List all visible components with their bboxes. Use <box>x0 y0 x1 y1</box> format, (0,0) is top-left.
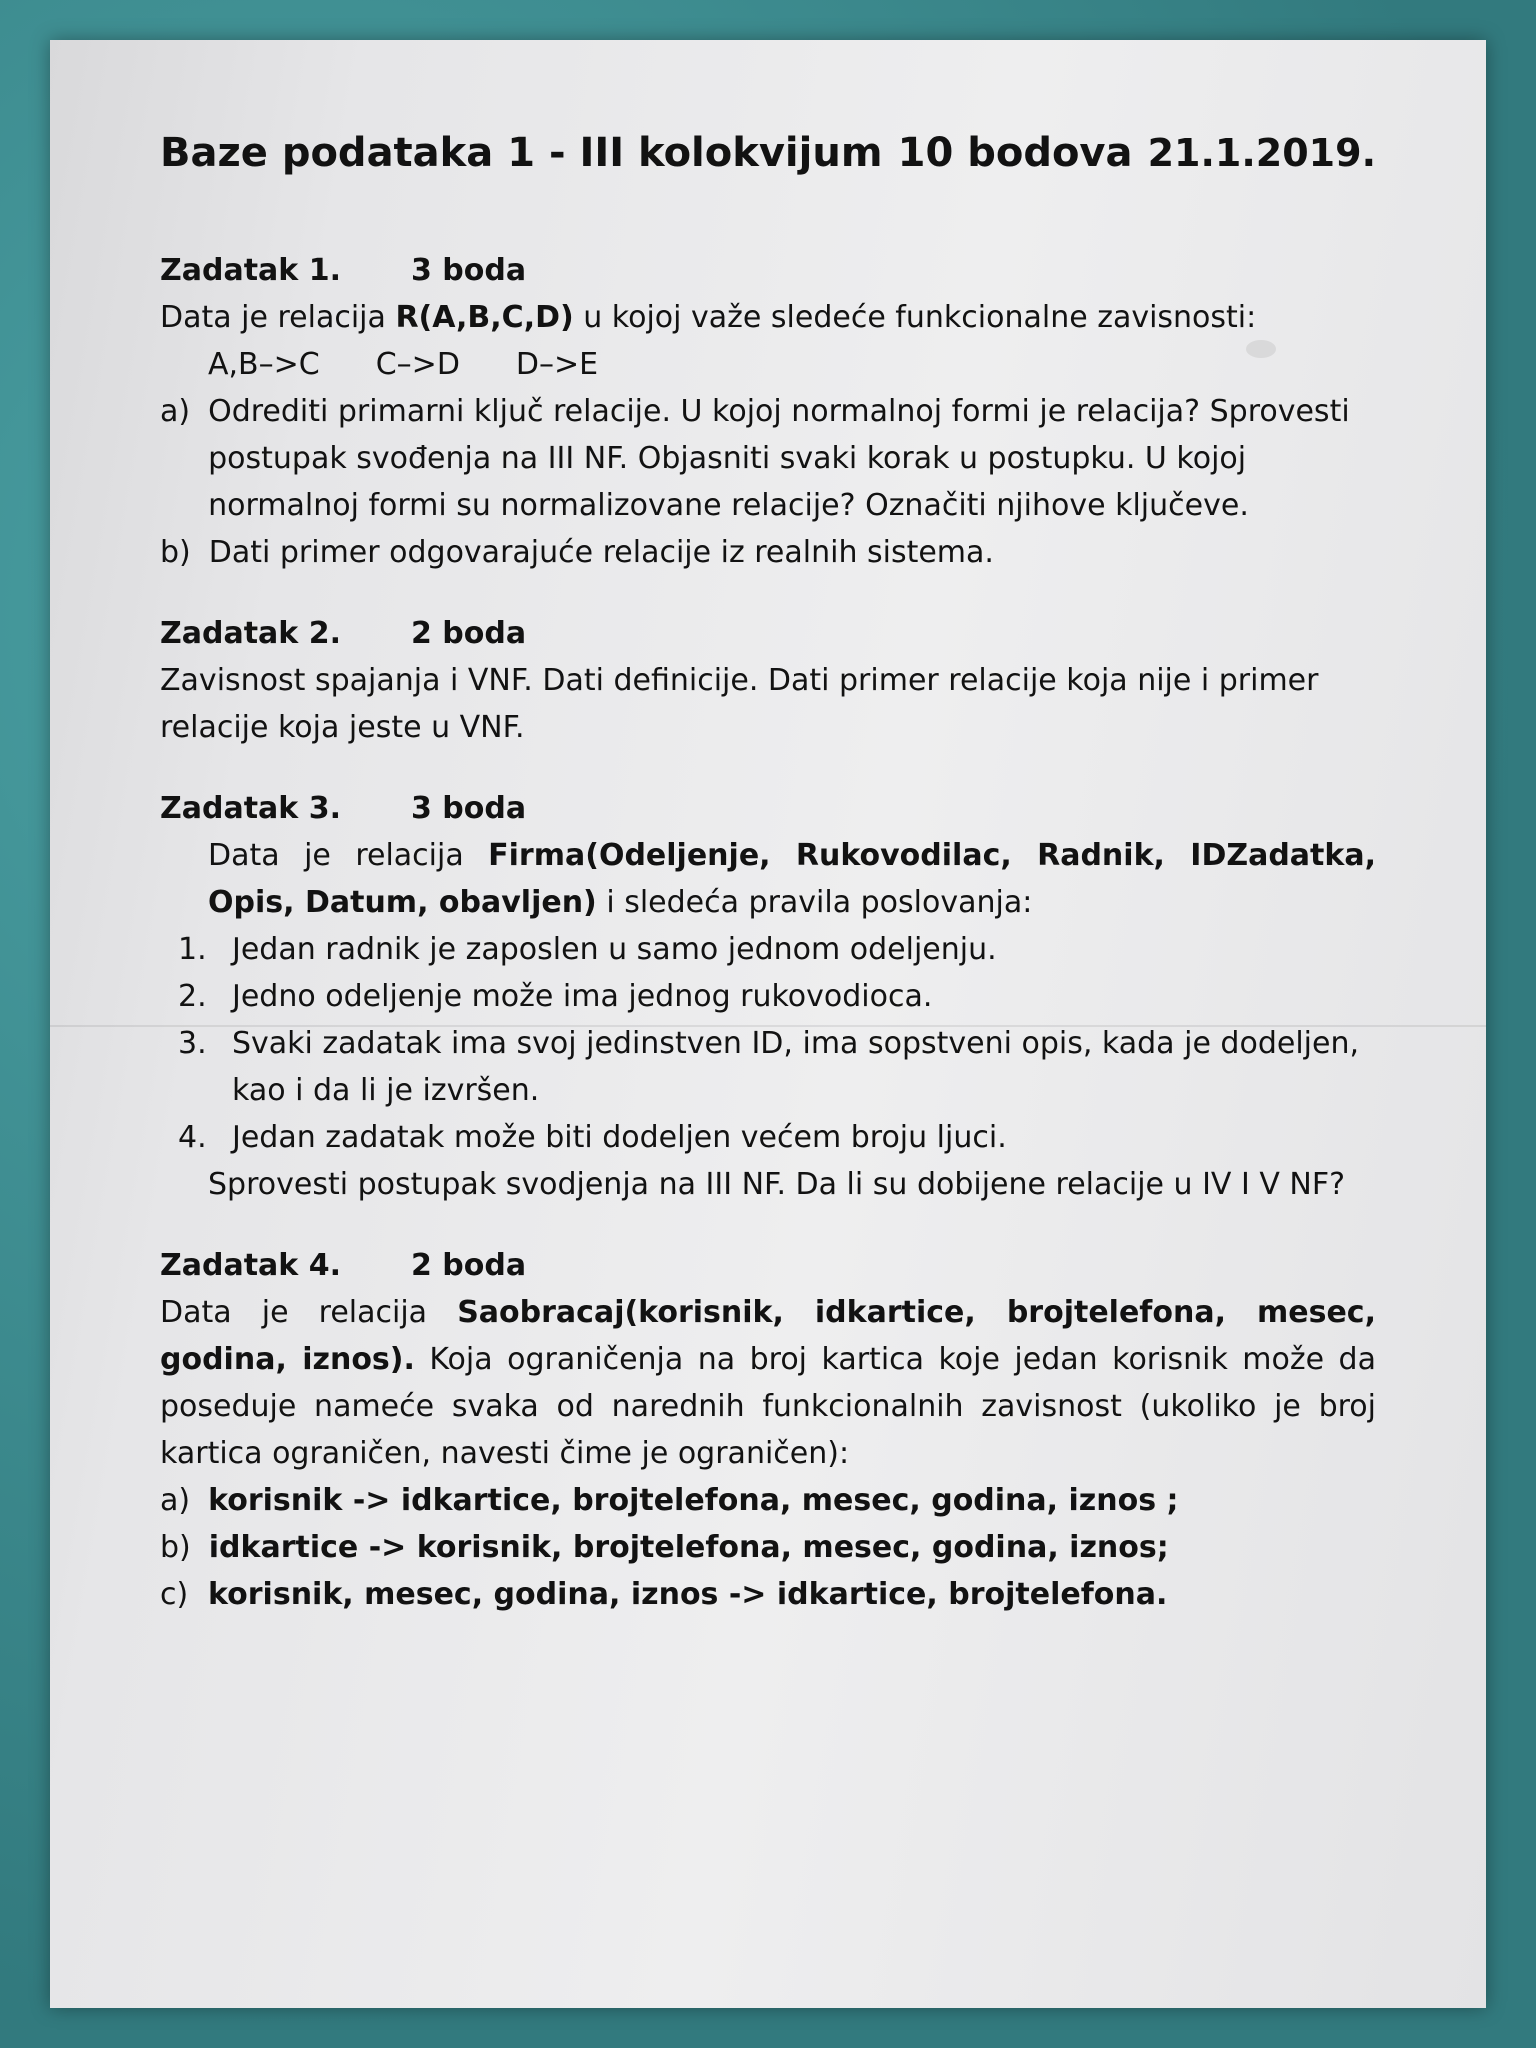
task-2 <box>160 610 1376 751</box>
task-1-part-b <box>160 529 1376 576</box>
task-3-intro-pre: Data je relacija <box>208 838 489 873</box>
task-1-part-b-marker: b) <box>160 535 191 570</box>
task-4-option-c-text: korisnik, mesec, godina, iznos -> idkartice, brojtelefona. <box>208 1577 1168 1612</box>
task-1-dependencies <box>160 341 1376 388</box>
task-4-option-c <box>160 1571 1376 1618</box>
paper-fold-line <box>50 1025 1486 1027</box>
task-3 <box>160 785 1376 1208</box>
dependency-2: C–>D <box>375 347 460 382</box>
task-1-intro-pre: Data je relacija <box>160 300 396 335</box>
task-4-intro-pre: Data je relacija <box>160 1295 458 1330</box>
exam-title: Baze podataka 1 - III kolokvijum <box>160 130 883 176</box>
task-1-part-a-text: Odrediti primarni ključ relacije. U kojoj normalnoj formi je relacija? Sprovesti postupak svođenja na III NF. Objasniti svaki korak u postupku. U kojoj normalnoj formi su normalizovane relacije? Označiti njihove ključeve. <box>208 394 1350 523</box>
task-4-option-b <box>160 1524 1376 1571</box>
task-3-points: 3 boda <box>410 791 527 826</box>
task-3-intro <box>160 832 1376 926</box>
task-3-rule-1 <box>160 926 1376 973</box>
task-3-name: Zadatak 3. <box>160 791 341 826</box>
task-4-option-c-marker: c) <box>160 1577 189 1612</box>
task-3-rule-3-text: Svaki zadatak ima svoj jedinstven ID, ima sopstveni opis, kada je dodeljen, kao i da li je izvršen. <box>232 1026 1360 1108</box>
task-1-intro <box>160 294 1376 341</box>
task-3-rule-2-text: Jedno odeljenje može ima jednog rukovodioca. <box>232 979 933 1014</box>
task-1-part-a-marker: a) <box>160 394 191 429</box>
task-4-option-b-marker: b) <box>160 1530 191 1565</box>
task-3-rule-1-text: Jedan radnik je zaposlen u samo jednom odeljenju. <box>232 932 997 967</box>
task-4-option-b-text: idkartice -> korisnik, brojtelefona, mesec, godina, iznos; <box>208 1530 1169 1565</box>
task-4 <box>160 1242 1376 1618</box>
task-4-option-a-marker: a) <box>160 1483 191 1518</box>
task-4-intro-post: Koja ograničenja na broj kartica koje jedan korisnik može da poseduje nameće svaka od narednih funkcionalnih zavisnost (ukoliko je broj kartica ograničen, navesti čime je ograničen): <box>160 1342 1376 1471</box>
task-3-rule-3 <box>160 1020 1376 1114</box>
task-4-option-a-text: korisnik -> idkartice, brojtelefona, mesec, godina, iznos ; <box>208 1483 1179 1518</box>
exam-sheet <box>50 40 1486 2008</box>
exam-header <box>160 130 1376 177</box>
task-2-heading <box>160 610 1376 657</box>
task-2-name: Zadatak 2. <box>160 616 341 651</box>
task-3-intro-post: i sledeća pravila poslovanja: <box>596 885 1033 920</box>
task-3-closing: Sprovesti postupak svodjenja na III NF. Da li su dobijene relacije u IV I V NF? <box>208 1167 1346 1202</box>
task-3-rule-4-text: Jedan zadatak može biti dodeljen većem broju ljuci. <box>232 1120 1007 1155</box>
task-1 <box>160 247 1376 576</box>
task-1-heading <box>160 247 1376 294</box>
task-4-option-a <box>160 1477 1376 1524</box>
task-2-text: Zavisnost spajanja i VNF. Dati definicije. Dati primer relacije koja nije i primer relacije koja jeste u VNF. <box>160 663 1319 745</box>
dependency-1: A,B–>C <box>208 347 320 382</box>
task-3-rule-1-marker: 1. <box>178 932 207 967</box>
dependency-3: D–>E <box>515 347 599 382</box>
task-4-points: 2 boda <box>410 1248 527 1283</box>
task-1-intro-post: u kojoj važe sledeće funkcionalne zavisnosti: <box>573 300 1257 335</box>
exam-date: 21.1.2019. <box>1147 131 1376 175</box>
task-2-points: 2 boda <box>410 616 527 651</box>
task-3-rule-4-marker: 4. <box>178 1120 207 1155</box>
task-3-rule-3-marker: 3. <box>178 1026 207 1061</box>
task-4-name: Zadatak 4. <box>160 1248 341 1283</box>
task-4-intro <box>160 1289 1376 1477</box>
task-1-part-b-text: Dati primer odgovarajuće relacije iz realnih sistema. <box>208 535 994 570</box>
task-3-relation: Firma(Odeljenje, Rukovodilac, Radnik, IDZadatka, Opis, Datum, obavljen) <box>208 838 1376 920</box>
task-3-rule-4 <box>160 1114 1376 1161</box>
paper-stain <box>1246 340 1276 358</box>
task-1-points: 3 boda <box>410 253 527 288</box>
task-3-heading <box>160 785 1376 832</box>
task-3-rule-2-marker: 2. <box>178 979 207 1014</box>
exam-total-points: 10 bodova <box>897 130 1133 176</box>
task-1-name: Zadatak 1. <box>160 253 341 288</box>
task-4-relation: Saobracaj(korisnik, idkartice, brojtelefona, mesec, godina, iznos). <box>160 1295 1376 1377</box>
task-1-part-a <box>160 388 1376 529</box>
task-1-relation: R(A,B,C,D) <box>395 300 574 335</box>
task-4-heading <box>160 1242 1376 1289</box>
task-3-rule-2 <box>160 973 1376 1020</box>
